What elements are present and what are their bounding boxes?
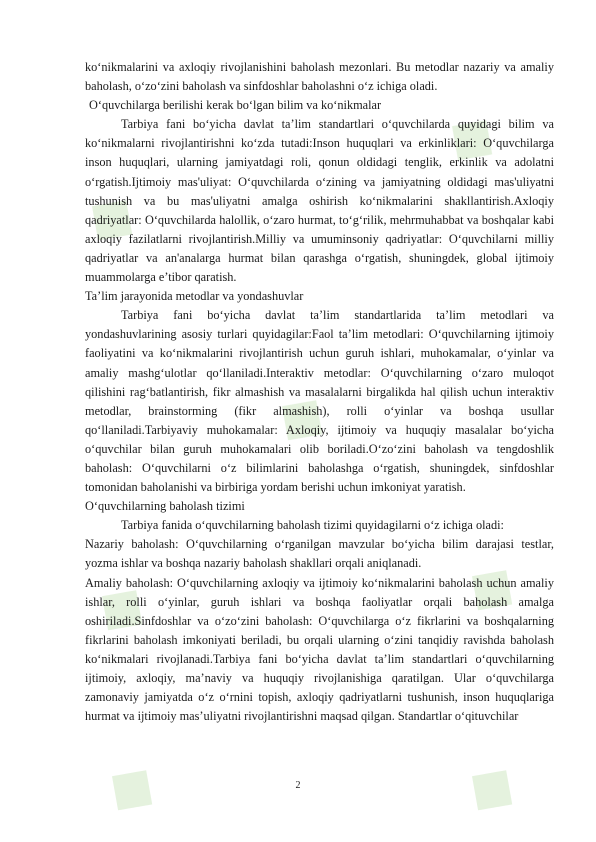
- page-number: 2: [295, 780, 301, 791]
- watermark-shape: ◆: [444, 746, 532, 829]
- watermark-shape: ◆: [84, 746, 172, 829]
- watermark-shape: ◆: [254, 376, 342, 459]
- document-body: [85, 58, 554, 726]
- paragraph-body: Amaliy baholash: O‘quvchilarning axloqiy va ijtimoiy ko‘nikmalarini baholash uchun amaliy ishlar, rolli o‘yinlar, guruh ishlari va boshqa faoliyatlar orqali baholash amalga oshiriladi.Sinfdoshlar va o‘zo‘zini baholash: O‘quvchilarga o‘z fikrlarini va boshqalarning fikrlarini baholash imkoniyati beriladi, bu orqali ularning o‘zini tanqidiy ravishda baholash ko‘nikmalari rivojlanadi.Tarbiya fani bo‘yicha davlat ta’lim standartlari o‘quvchilarning ijtimoiy, axloqiy, ma’naviy va huquqiy rivojlanishiga qaratilgan. Ular o‘quvchilarga zamonaviy jamiyatda o‘z o‘rnini topish, axloqiy qadriyatlarni tushunish, inson huquqlariga hurmat va ijtimoiy mas’uliyatni rivojlantirishni maqsad qilgan. Standartlar o‘qituvchilar: [85, 575, 554, 724]
- paragraph-indented: Tarbiya fani bo‘yicha davlat ta’lim standartlari o‘quvchilarda quyidagi bilim va ko‘nikmalarni rivojlantirishni ko‘zda tutadi:Inson huquqlari va erkinliklari: O‘quvchilarga inson huquqlari, ularning jamiyatdagi roli, qonun oldidagi tenglik, erkinlik va adolatni o‘rgatish.Ijtimoiy mas'uliyat: O‘quvchilarda o‘zining va jamiyatning oldidagi mas'uliyatni tushunish va bu mas'uliyatni amalga oshirish ko‘nikmalarini shakllantirish.Axloqiy qadriyatlar: O‘quvchilarda halollik, o‘zaro hurmat, to‘g‘rilik, mehrmuhabbat va boshqalar kabi axloqiy fazilatlarni rivojlantirish.Milliy va umuminsoniy qadriyatlar: O‘quvchilarni milliy qadriyatlar va an'analarga hurmat bilan qarashga o‘rgatish, shuningdek, global ijtimoiy muammolarga e’tibor qaratish.: [85, 117, 554, 285]
- watermark-shape: ◆: [64, 176, 152, 259]
- watermark-shape: ◆: [74, 566, 162, 649]
- paragraph-body: Nazariy baholash: O‘quvchilarning o‘rganilgan mavzular bo‘yicha bilim darajasi testlar, yozma ishlar va boshqa nazariy baholash shakllari orqali aniqlanadi.: [85, 537, 554, 571]
- paragraph-indented: Tarbiya fani bo‘yicha davlat ta’lim standartlarida ta’lim metodlari va yondashuvlarining asosiy turlari quyidagilar:Faol ta’lim metodlari: O‘quvchilarning ijtimoiy faoliyatini va ko‘nikmalarini rivojlantirish uchun guruh ishlari, muhokamalar, o‘yinlar va amaliy mashg‘ulotlar qo‘llaniladi.Interaktiv metodlar: O‘quvchilarning o‘zaro muloqot qilishini rag‘batlantirish, fikr almashish va masalalarni birgalikda hal qilish uchun interaktiv metodlar, brainstorming (fikr almashish), rolli o‘yinlar va boshqa usullar qo‘llaniladi.Tarbiyaviy muhokamalar: Axloqiy, ijtimoiy va huquqiy masalalar bo‘yicha o‘quvchilar bilan guruh muhokamalari olib boriladi.O‘zo‘zini baholash va tengdoshlik baholash: O‘quvchilarni o‘z bilimlarini baholashga o‘rgatish, shuningdek, sinfdoshlar tomonidan baholanishi va birbiriga yordam berishi uchun imkoniyat yaratish.: [85, 308, 554, 495]
- section-heading: O‘quvchilarning baholash tizimi: [85, 499, 245, 514]
- paragraph-indented: Tarbiya fanida o‘quvchilarning baholash tizimi quyidagilarni o‘z ichiga oladi:: [121, 518, 504, 533]
- watermark-shape: ◆: [424, 96, 512, 179]
- watermark-shape: ◆: [444, 546, 532, 629]
- section-heading: O‘quvchilarga berilishi kerak bo‘lgan bilim va ko‘nikmalar: [89, 98, 382, 113]
- section-heading: Ta’lim jarayonida metodlar va yondashuvlar: [85, 289, 304, 304]
- paragraph-body: ko‘nikmalarini va axloqiy rivojlanishini baholash mezonlari. Bu metodlar nazariy va amaliy baholash, o‘zo‘zini baholash va sinfdoshlar baholashni o‘z ichiga oladi.: [85, 60, 554, 94]
